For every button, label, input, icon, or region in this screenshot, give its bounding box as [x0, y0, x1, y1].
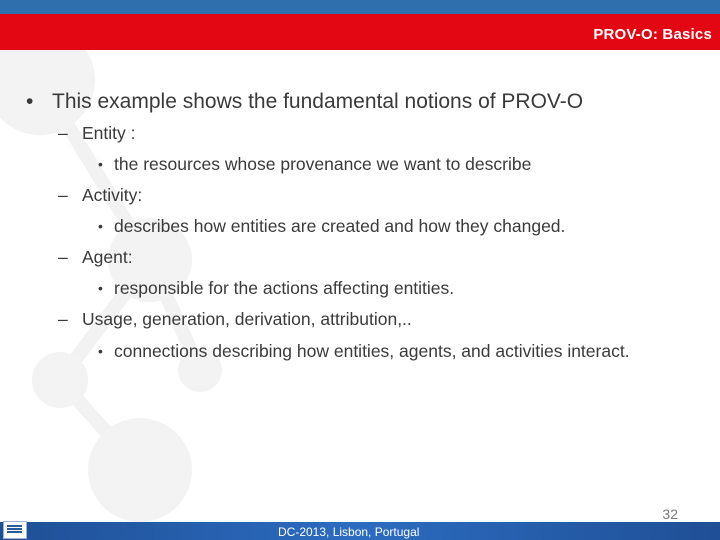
detail-text: responsible for the actions affecting entities. [114, 278, 455, 298]
bullet-dot-icon: • [98, 156, 103, 172]
conference-logo-icon [3, 521, 27, 539]
sub-bullet-label: Entity : [82, 123, 136, 143]
slide-title: PROV-O: Basics [593, 26, 712, 43]
sub-bullet-label: Activity: [82, 185, 143, 205]
footer-text: DC-2013, Lisbon, Portugal [278, 525, 420, 539]
detail-relations [22, 338, 674, 365]
sub-bullet-label: Usage, generation, derivation, attribution,.. [82, 309, 412, 329]
detail-text: describes how entities are created and how they changed. [114, 216, 566, 236]
main-bullet [22, 88, 712, 116]
dash-icon: – [58, 185, 68, 205]
detail-entity [22, 149, 712, 180]
sub-bullet-activity [22, 180, 712, 211]
bullet-dot-icon: • [98, 218, 103, 234]
detail-activity [22, 211, 712, 242]
sub-bullet-relations [22, 304, 712, 335]
sub-bullet-agent [22, 242, 712, 273]
main-bullet-text: This example shows the fundamental notions of PROV-O [52, 90, 584, 113]
top-strip [0, 0, 720, 14]
slide-content [22, 88, 712, 365]
sub-bullet-entity [22, 118, 712, 149]
detail-agent [22, 273, 712, 304]
page-number: 32 [662, 506, 678, 522]
bullet-dot-icon: • [26, 90, 34, 113]
sub-bullet-label: Agent: [82, 247, 133, 267]
bullet-dot-icon: • [98, 280, 103, 296]
detail-text: connections describing how entities, agents, and activities interact. [114, 341, 630, 361]
dash-icon: – [58, 247, 68, 267]
dash-icon: – [58, 309, 68, 329]
dash-icon: – [58, 123, 68, 143]
bullet-dot-icon: • [98, 343, 103, 359]
detail-text: the resources whose provenance we want to describe [114, 154, 532, 174]
